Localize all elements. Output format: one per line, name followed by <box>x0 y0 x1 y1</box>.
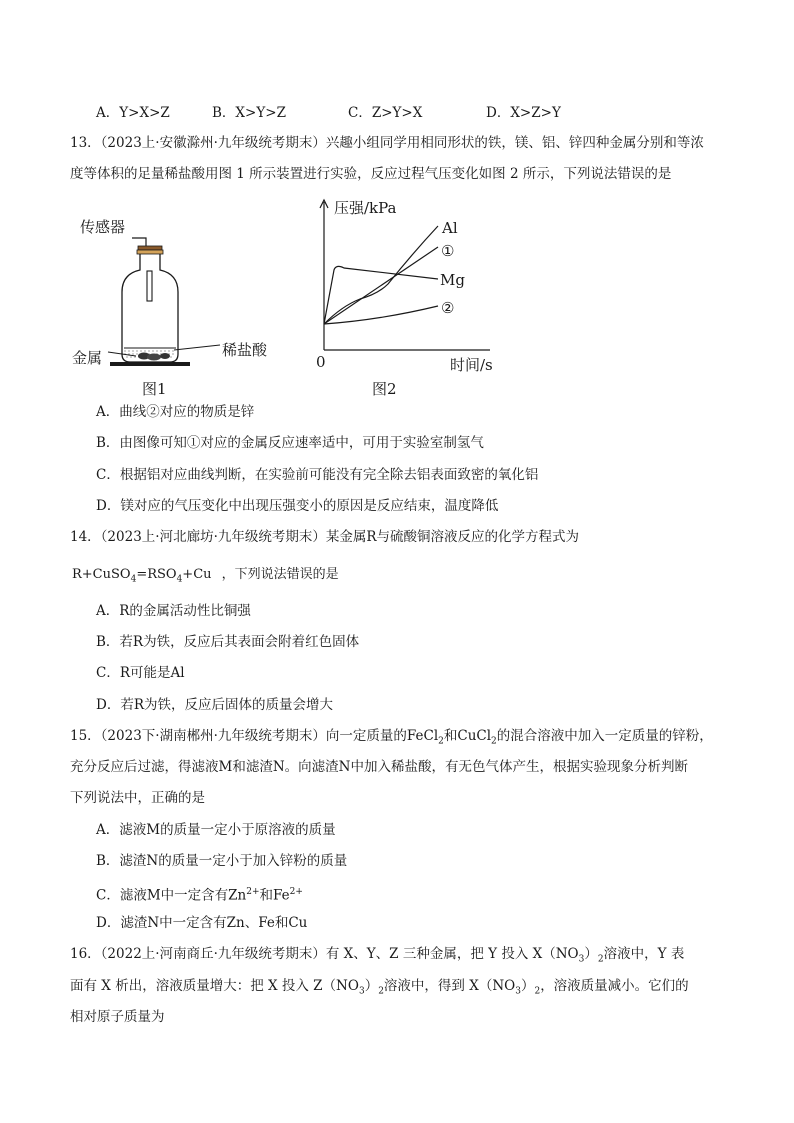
q16-stem-2a: 面有 X 析出，溶液质量增大：把 X 投入 Z（NO <box>70 978 359 994</box>
q15-choice-c-a: C．滤液M中一定含有Zn <box>96 887 247 904</box>
curve-mg <box>324 266 438 324</box>
acid-leader <box>174 345 220 350</box>
q16-stem-1a: 16．（2022上·河南商丘·九年级统考期末）有 X、Y、Z 三种金属，把 Y 投入 X（NO <box>70 946 579 962</box>
q15-stem-1b: 和CuCl <box>443 728 492 744</box>
figure-1-apparatus <box>70 212 270 397</box>
q15-choice-c-sup-1: 2+ <box>246 887 260 897</box>
q15-stem-sub-1: 2 <box>438 736 444 747</box>
bottle <box>122 254 178 362</box>
q16-sub-c: 3 <box>358 986 365 997</box>
sensor-label: 传感器 <box>80 218 126 236</box>
q14-stem-tail: ，下列说法错误的是 <box>221 567 339 582</box>
q16-stem-2c: 溶液中，得到 X（NO <box>383 978 516 994</box>
q12-option-b: B．X>Y>Z <box>212 105 286 121</box>
q14-choice-b: B．若R为铁，反应后其表面会附着红色固体 <box>96 634 360 650</box>
q15-stem-line-1 <box>70 726 713 752</box>
q14-choice-d: D．若R为铁，反应后固体的质量会增大 <box>96 697 333 713</box>
q16-stem-1b: ） <box>584 946 598 962</box>
curve-mg-label: Mg <box>440 271 465 289</box>
q15-choice-b: B．滤渣N的质量一定小于加入锌粉的质量 <box>96 853 348 869</box>
q13-stem-line-1: 13．（2023上·安徽滁州·九年级统考期末）兴趣小组同学用相同形状的铁，镁、铝、锌四种金属分别和等浓 <box>70 135 704 151</box>
q12-option-c: C．Z>Y>X <box>348 105 423 121</box>
curve-2-label: ② <box>441 299 455 317</box>
q14-choice-c: C．R可能是Al <box>96 665 185 681</box>
q16-stem-2b: ） <box>364 978 379 994</box>
acid-label: 稀盐酸 <box>222 341 268 359</box>
q15-choice-c-b: 和Fe <box>259 887 290 904</box>
q16-sub-f: 2 <box>534 986 541 997</box>
q13-choice-d: D．镁对应的气压变化中出现压强变小的原因是反应结束，温度降低 <box>96 498 499 514</box>
x-axis-label: 时间/s <box>450 356 493 374</box>
q13-choice-c: C．根据铝对应曲线判断，在实验前可能没有完全除去铝表面致密的氧化铝 <box>96 467 539 483</box>
metal-lump-2 <box>147 354 161 361</box>
q12-option-d: D．X>Z>Y <box>486 105 561 121</box>
q16-sub-a: 3 <box>578 954 585 965</box>
q14-eq-r: R+CuSO <box>72 567 131 582</box>
figure-1-caption: 图1 <box>142 380 167 397</box>
q16-stem-line-1 <box>70 944 684 970</box>
q14-eq-sub-2: 4 <box>176 574 183 585</box>
curve-al-label: Al <box>442 219 458 237</box>
q15-choice-c-sup-2: 2+ <box>289 887 303 897</box>
q15-stem-1c: 的混合溶液中加入一定质量的锌粉， <box>496 728 713 744</box>
q16-sub-d: 2 <box>378 986 384 997</box>
sensor-probe <box>147 271 152 301</box>
q16-stem-line-3: 相对原子质量为 <box>70 1009 165 1025</box>
q13-stem-line-2: 度等体积的足量稀盐酸用图 1 所示装置进行实验，反应过程气压变化如图 2 所示，下列说法错误的是 <box>70 166 672 182</box>
metal-label: 金属 <box>72 349 103 367</box>
figure-2-pressure-chart <box>300 196 500 398</box>
q16-sub-e: 3 <box>515 986 521 997</box>
figure-2-caption: 图2 <box>372 380 397 398</box>
curve-al <box>324 226 438 324</box>
curve-1 <box>324 247 438 324</box>
q15-stem-sub-2: 2 <box>491 736 497 747</box>
q16-stem-2d: ） <box>520 978 535 994</box>
q16-stem-2e: ，溶液质量减小。它们的 <box>540 978 689 994</box>
q14-eq-mid: =RSO <box>136 567 177 582</box>
q15-stem-line-2: 充分反应后过滤，得滤液M和滤渣N。向滤渣N中加入稀盐酸，有无色气体产生，根据实验现象分析判断 <box>70 759 688 775</box>
q13-choice-a: A．曲线②对应的物质是锌 <box>96 404 255 420</box>
q14-eq-end: +Cu <box>182 567 212 582</box>
q12-option-a: A．Y>X>Z <box>96 105 170 121</box>
q15-choice-c <box>96 882 303 906</box>
q14-equation-line <box>72 565 339 590</box>
q13-choice-b: B．由图像可知①对应的金属反应速率适中，可用于实验室制氢气 <box>96 435 484 451</box>
q16-sub-b: 2 <box>597 954 604 965</box>
y-axis-label: 压强/kPa <box>334 199 397 217</box>
q15-stem-1a: 15．（2023下·湖南郴州·九年级统考期末）向一定质量的FeCl <box>70 728 439 744</box>
metal-lump-3 <box>160 353 170 359</box>
stopper-top <box>138 246 162 250</box>
curve-1-label: ① <box>441 242 455 260</box>
q15-stem-line-3: 下列说法中，正确的是 <box>70 790 205 806</box>
q16-stem-1c: 溶液中，Y 表 <box>603 946 685 962</box>
origin-label: 0 <box>316 353 326 371</box>
stopper-bottom <box>137 250 163 254</box>
q15-choice-d: D．滤渣N中一定含有Zn、Fe和Cu <box>96 915 308 931</box>
q15-choice-a: A．滤液M的质量一定小于原溶液的质量 <box>96 822 336 838</box>
bench-base <box>110 362 190 366</box>
q14-choice-a: A．R的金属活动性比铜强 <box>96 603 251 619</box>
q14-stem-line-1: 14．（2023上·河北廊坊·九年级统考期末）某金属R与硫酸铜溶液反应的化学方程式为 <box>70 529 580 545</box>
q14-eq-sub-1: 4 <box>130 574 137 585</box>
q16-stem-line-2 <box>70 976 689 1002</box>
